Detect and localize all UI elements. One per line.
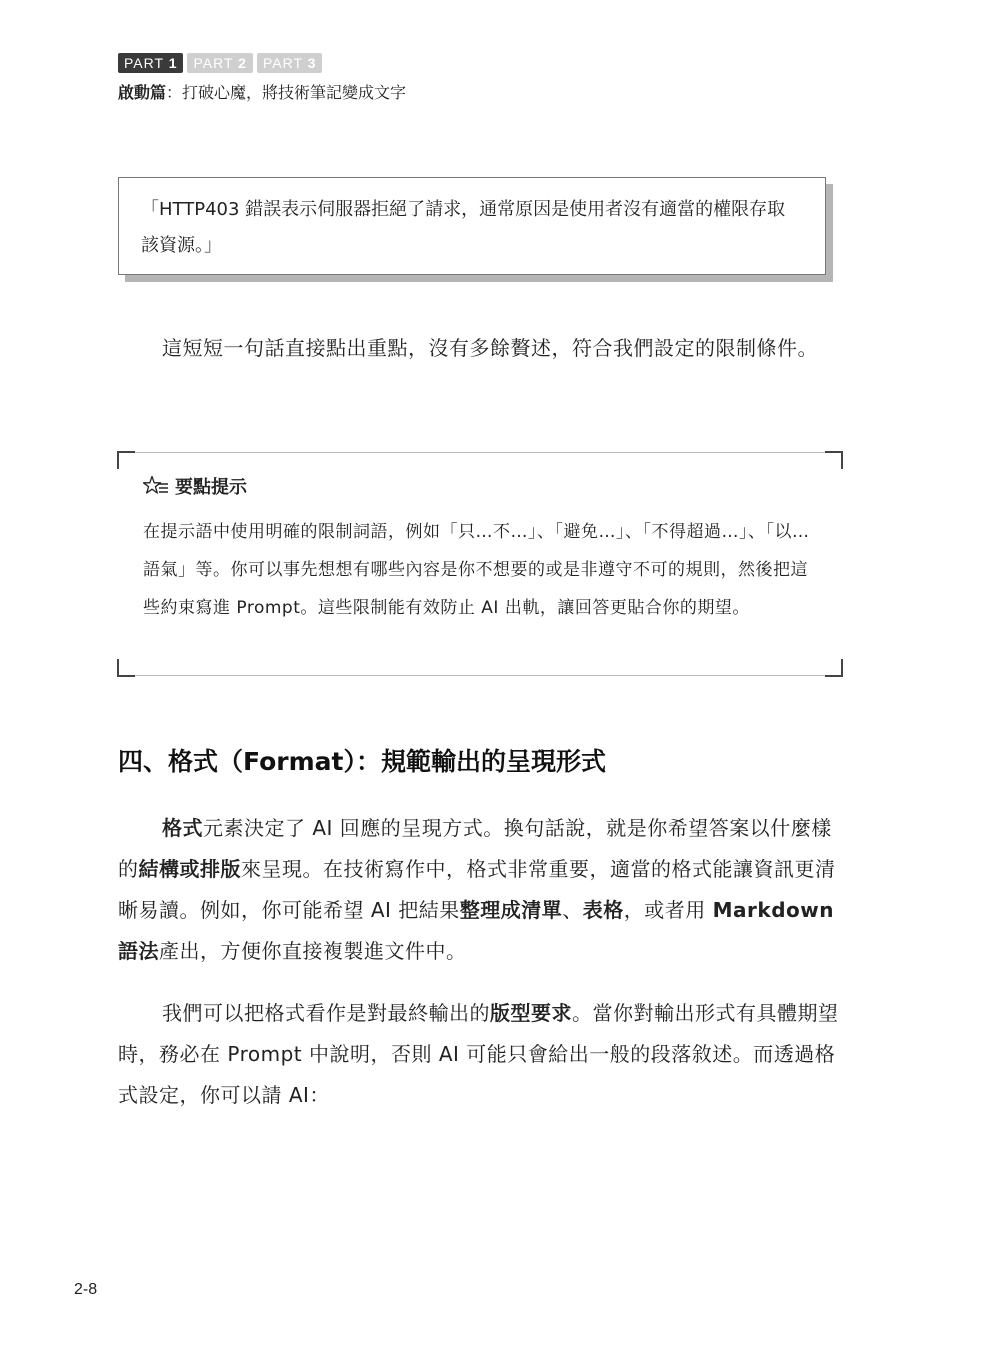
bold-phrase: Markdown 語法 <box>118 898 834 963</box>
corner-bracket-bottom-right <box>825 659 843 677</box>
text-run: ，或者用 <box>623 898 713 922</box>
bold-phrase: 整理成清單 <box>459 898 563 922</box>
bold-phrase: 格式 <box>162 816 203 840</box>
text-run: 元素決定了 AI 回應的呈現方式。換句話說，就是你希望答案以什麼樣的 <box>118 816 832 881</box>
text-run: 我們可以把格式看作是對最終輸出的 <box>162 1001 490 1025</box>
text-run: 、 <box>562 898 583 922</box>
tip-box <box>118 452 842 676</box>
chapter-title-rest: ：打破心魔，將技術筆記變成文字 <box>166 83 407 102</box>
part-tabs <box>118 53 322 73</box>
bold-phrase: 版型要求 <box>490 1001 572 1025</box>
part-tab-number: 1 <box>168 55 178 71</box>
paragraph-1: 這短短一句話直接點出重點，沒有多餘贅述，符合我們設定的限制條件。 <box>162 336 818 360</box>
tip-text: 在提示語中使用明確的限制詞語，例如「只…不…」、「避免…」、「不得超過…」、「以…語氣」等。你可以事先想想有哪些內容是你不想要的或是非遵守不可的規則，然後把這些約束寫進 Prompt。這些限制能有效防止 AI 出軌，讓回答更貼合你的期望。 <box>143 522 810 618</box>
star-list-icon <box>143 475 169 497</box>
paragraph-2 <box>118 808 842 972</box>
part-tab-3 <box>257 53 322 73</box>
text-run: 來呈現。在技術寫作中，格式非常重要，適當的格式能讓資訊更清晰易讀。例如，你可能希望 AI 把結果 <box>118 857 836 922</box>
part-tab-1 <box>118 53 183 73</box>
corner-bracket-bottom-left <box>117 659 135 677</box>
tip-title <box>143 473 247 499</box>
part-tab-2 <box>187 53 252 73</box>
quote-text: 「HTTP403 錯誤表示伺服器拒絕了請求，通常原因是使用者沒有適當的權限存取該資源。」 <box>141 199 786 256</box>
page-number: 2-8 <box>74 1281 98 1298</box>
part-tab-label: PART <box>193 55 234 71</box>
text-run: 產出，方便你直接複製進文件中。 <box>159 939 467 963</box>
part-tab-label: PART <box>262 55 303 71</box>
corner-bracket-top-left <box>117 451 135 469</box>
bold-phrase: 結構或排版 <box>138 857 241 881</box>
bold-phrase: 表格 <box>582 898 624 922</box>
tip-title-text: 要點提示 <box>175 477 247 498</box>
paragraph-3 <box>118 993 842 1116</box>
chapter-title-bold: 啟動篇 <box>118 83 167 102</box>
quote-box <box>118 177 826 275</box>
section-heading: 四、格式（Format）：規範輸出的呈現形式 <box>118 747 606 776</box>
text-run: 。當你對輸出形式有具體期望時，務必在 Prompt 中說明，否則 AI 可能只會給出一般的段落敘述。而透過格式設定，你可以請 AI： <box>118 1001 839 1107</box>
corner-bracket-top-right <box>825 451 843 469</box>
part-tab-number: 3 <box>307 55 317 71</box>
part-tab-number: 2 <box>238 55 247 71</box>
chapter-title <box>118 80 406 103</box>
part-tab-label: PART <box>124 55 164 71</box>
